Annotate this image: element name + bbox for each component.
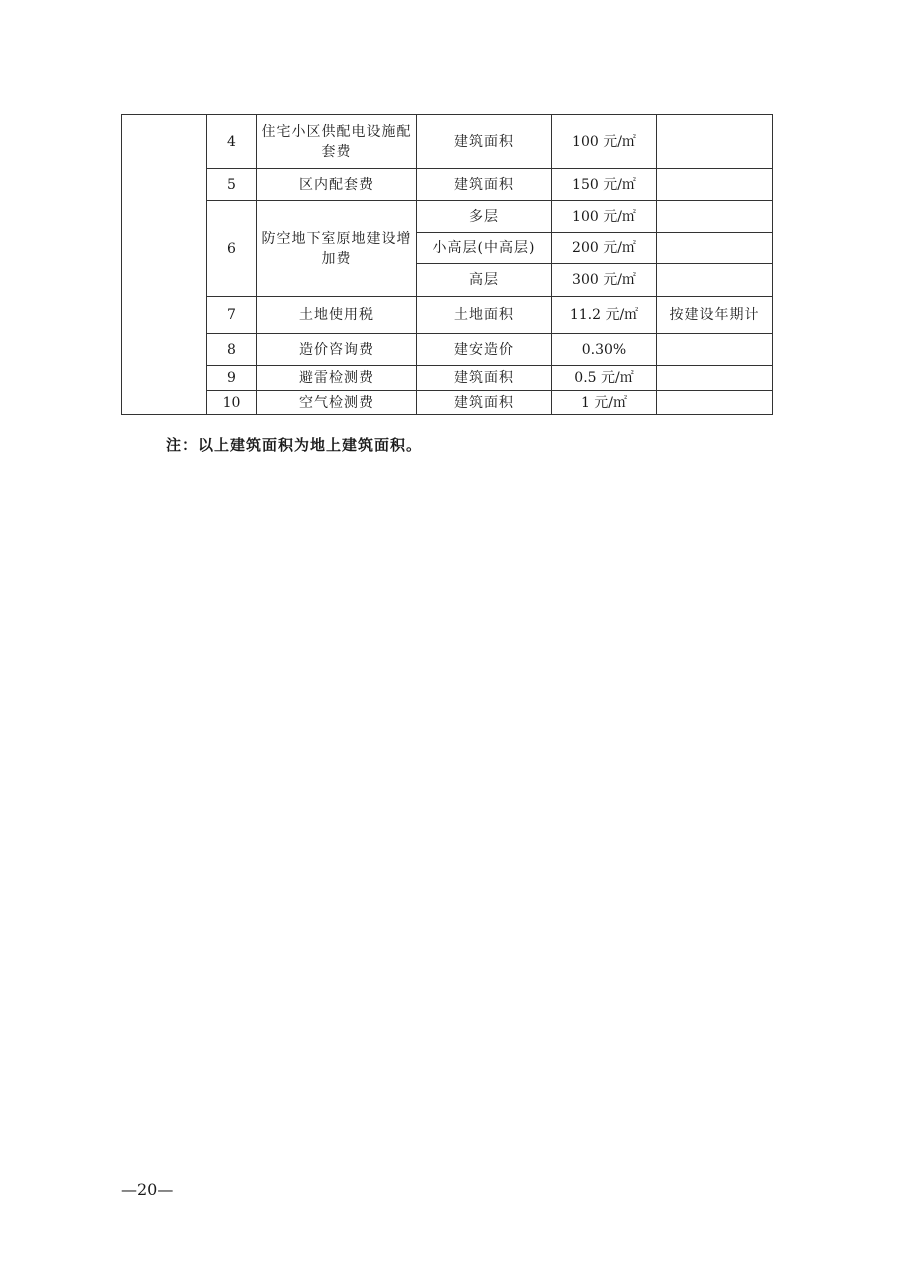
fee-note [657,366,773,391]
fee-basis: 建筑面积 [417,366,552,391]
fee-table [121,114,773,415]
table-row [122,391,773,415]
fee-basis: 小高层(中高层) [417,233,552,264]
fee-rate: 300 元/㎡ [552,264,657,297]
fee-note: 按建设年期计 [657,297,773,334]
fee-note [657,169,773,201]
fee-item: 防空地下室原地建设增加费 [257,201,417,297]
fee-rate: 0.5 元/㎡ [552,366,657,391]
table-row [122,297,773,334]
page-number: —20— [121,1180,174,1199]
fee-basis: 高层 [417,264,552,297]
fee-rate: 11.2 元/㎡ [552,297,657,334]
merged-category-cell [122,115,207,415]
table-footnote: 注：以上建筑面积为地上建筑面积。 [166,436,423,454]
fee-rate: 100 元/㎡ [552,201,657,233]
table-row [122,201,773,233]
fee-note [657,201,773,233]
fee-note [657,334,773,366]
fee-rate: 100 元/㎡ [552,115,657,169]
fee-basis: 建筑面积 [417,169,552,201]
table-row [122,334,773,366]
fee-note [657,115,773,169]
table-row [122,366,773,391]
fee-item: 住宅小区供配电设施配套费 [257,115,417,169]
row-number: 6 [207,201,257,297]
row-number: 7 [207,297,257,334]
fee-rate: 1 元/㎡ [552,391,657,415]
fee-note [657,391,773,415]
fee-item: 区内配套费 [257,169,417,201]
fee-basis: 建筑面积 [417,115,552,169]
fee-note [657,264,773,297]
row-number: 8 [207,334,257,366]
fee-item: 土地使用税 [257,297,417,334]
row-number: 10 [207,391,257,415]
table-row [122,169,773,201]
fee-basis: 建筑面积 [417,391,552,415]
fee-rate: 150 元/㎡ [552,169,657,201]
row-number: 9 [207,366,257,391]
fee-item: 空气检测费 [257,391,417,415]
row-number: 4 [207,115,257,169]
fee-basis: 建安造价 [417,334,552,366]
fee-item: 避雷检测费 [257,366,417,391]
fee-rate: 200 元/㎡ [552,233,657,264]
fee-item: 造价咨询费 [257,334,417,366]
row-number: 5 [207,169,257,201]
fee-note [657,233,773,264]
fee-basis: 多层 [417,201,552,233]
table-row [122,115,773,169]
fee-rate: 0.30% [552,334,657,366]
fee-basis: 土地面积 [417,297,552,334]
